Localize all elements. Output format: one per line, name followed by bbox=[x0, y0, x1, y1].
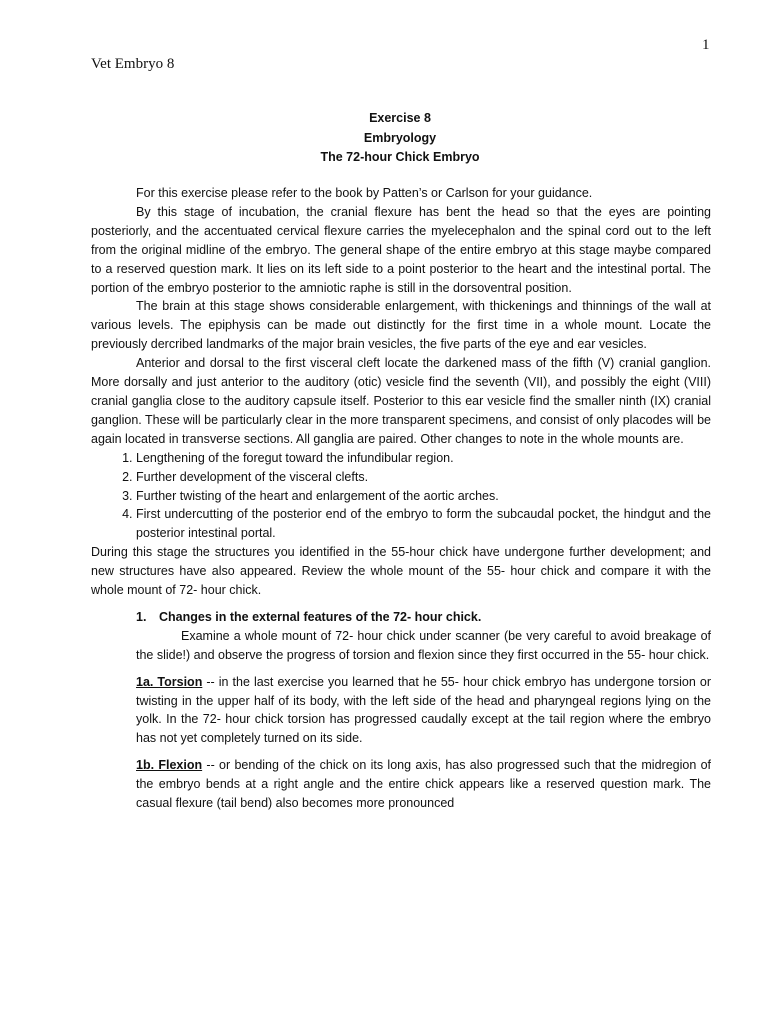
torsion-text: -- in the last exercise you learned that he 55- hour chick embryo has undergone torsion or twisting in the upper half of its body, with the left side of the head and pharyngeal regions lying on the yolk. In the 72- hour chick torsion has progressed caudally except at the tail region where the embryo has not yet completely turned on its side. bbox=[136, 674, 711, 746]
section-number: 1. bbox=[136, 609, 147, 624]
section-intro: Examine a whole mount of 72- hour chick under scanner (be very careful to avoid breakage of the slide!) and observe the progress of torsion and flexion since they first occurred in the 55- hour chick. bbox=[136, 628, 711, 662]
subsection-flexion bbox=[136, 756, 711, 813]
running-header: Vet Embryo 8 bbox=[91, 56, 175, 72]
changes-list bbox=[91, 449, 711, 544]
section-heading bbox=[91, 608, 711, 627]
list-item: 1. Lengthening of the foregut toward the infundibular region. bbox=[136, 449, 711, 468]
flexion-label: 1b. Flexion bbox=[136, 758, 203, 773]
list-item: 2. Further development of the visceral clefts. bbox=[136, 468, 711, 487]
paragraph-ganglia: Anterior and dorsal to the first visceral cleft locate the darkened mass of the fifth (V) cranial ganglion. More dorsally and just anterior to the auditory (otic) vesicle find the seventh (VII), and possibly the eight (VIII) cranial ganglia close to the auditory capsule itself. Posterior to this ear vesicle find the smaller ninth (IX) cranial ganglion. These will be particularly clear in the more transparent specimens, and consist of only placodes will be again located in transverse sections. All ganglia are paired. Other changes to note in the whole mounts are. bbox=[91, 356, 711, 446]
torsion-label: 1a. Torsion bbox=[136, 674, 203, 689]
paragraph-brain: The brain at this stage shows considerable enlargement, with thickenings and thinnings of the wall at various levels. The epiphysis can be made out distinctly for the first time in a whole mount. Locate the previously dercribed landmarks of the major brain vesicles, the five parts of the eye and ear vesicles. bbox=[91, 299, 711, 352]
list-item: 3. Further twisting of the heart and enlargement of the aortic arches. bbox=[136, 487, 711, 506]
page-number: 1 bbox=[702, 37, 710, 53]
list-item: 4. First undercutting of the posterior end of the embryo to form the subcaudal pocket, the hindgut and the posterior intestinal portal. bbox=[136, 505, 711, 543]
subject-title: Embryology bbox=[363, 130, 437, 145]
paragraph-reference: For this exercise please refer to the book by Patten’s or Carlson for your guidance. bbox=[136, 186, 593, 200]
paragraph-incubation: By this stage of incubation, the cranial flexure has bent the head so that the eyes are pointing posteriorly, and the accentuated cervical flexure carries the myelecephalon and the spinal cord out to the left from the original midline of the embryo. The general shape of the entire embryo at this stage maybe compared to a reserved question mark. It lies on its left side to a point posterior to the heart and the intestinal portal. The portion of the embryo posterior to the amniotic raphe is still in the dorsoventral position. bbox=[91, 204, 711, 295]
section-title: Changes in the external features of the 72- hour chick. bbox=[159, 609, 482, 624]
title-block bbox=[0, 109, 768, 168]
topic-title: The 72-hour Chick Embryo bbox=[320, 150, 480, 164]
section-content bbox=[91, 627, 711, 813]
exercise-title: Exercise 8 bbox=[369, 111, 431, 125]
document-body bbox=[91, 184, 711, 813]
paragraph-review: During this stage the structures you identified in the 55-hour chick have undergone further development; and new structures have also appeared. Review the whole mount of the 55- hour chick and compare it with the whole mount of 72- hour chick. bbox=[91, 545, 711, 598]
flexion-text: -- or bending of the chick on its long axis, has also progressed such that the midregion of the embryo bends at a right angle and the entire chick appears like a reserved question mark. The casual flexure (tail bend) also becomes more pronounced bbox=[136, 758, 711, 811]
subsection-torsion bbox=[136, 673, 711, 749]
